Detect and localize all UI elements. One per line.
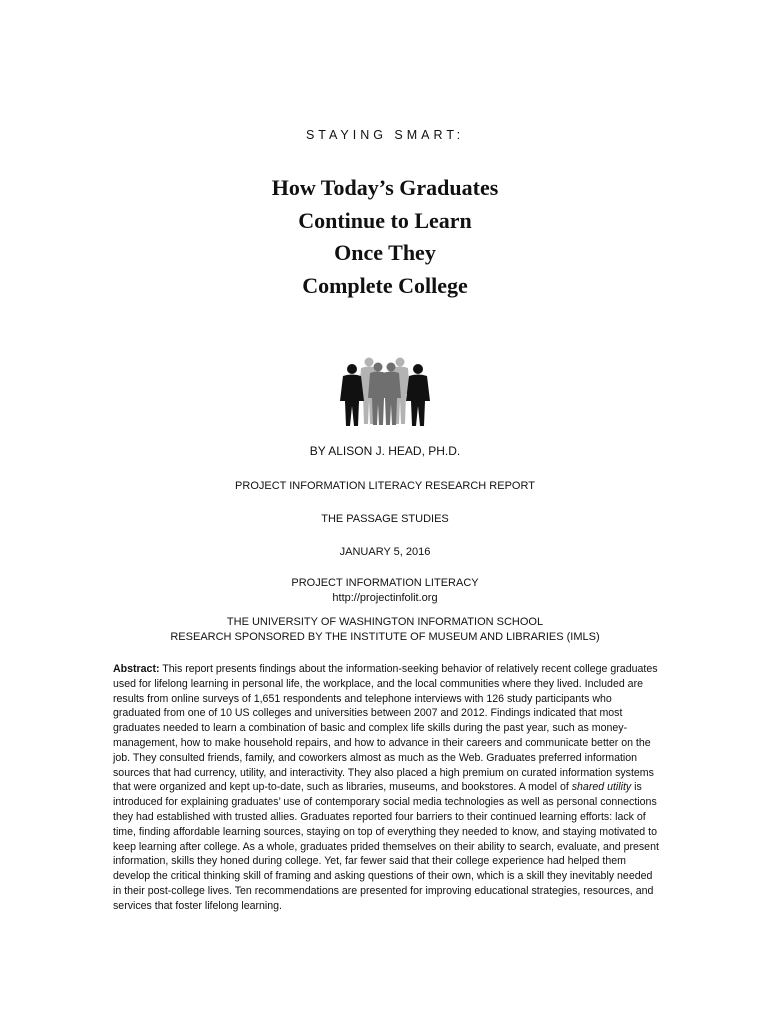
organization-url: http://projectinfolit.org	[332, 592, 438, 604]
abstract-text-part-1: This report presents findings about the information-seeking behavior of relatively recent college graduates used for lifelong learning in personal life, the workplace, and the local communities where they lived. Included are results from online surveys of 1,651 respondents and telephone interviews with 126 study participants who graduated from one of 10 US colleges and universities between 2007 and 2012. Findings indicated that most graduates needed to learn a combination of basic and complex life skills during the past year, such as money-management, how to make household repairs, and how to advance in their careers and communicate better on the job. They consulted friends, family, and coworkers almost as much as the Web. Graduates preferred information sources that had currency, utility, and interactivity. They also placed a high premium on curated information systems that were organized and kept up-to-date, such as libraries, museums, and bookstores. A model of	[113, 663, 658, 794]
author-line: BY ALISON J. HEAD, PH.D.	[309, 444, 461, 458]
abstract-paragraph	[113, 662, 661, 914]
people-group-silhouette-icon	[339, 354, 431, 426]
report-title	[0, 172, 770, 302]
abstract-label: Abstract:	[113, 663, 160, 675]
sponsor-block	[0, 615, 770, 645]
organization-name: PROJECT INFORMATION LITERACY	[291, 577, 479, 589]
organization-block	[0, 576, 770, 606]
title-line-2: Continue to Learn	[298, 207, 472, 233]
report-type: PROJECT INFORMATION LITERACY RESEARCH REPORT	[235, 480, 535, 492]
sponsor-line: RESEARCH SPONSORED BY THE INSTITUTE OF MUSEUM AND LIBRARIES (IMLS)	[170, 631, 600, 643]
series-label: STAYING SMART:	[305, 128, 465, 142]
abstract-text-part-2: is introduced for explaining graduates’ use of contemporary social media technologies as well as personal connections they had established with trusted allies. Graduates reported four barriers to their continued learning efforts: lack of time, finding affordable learning sources, staying on top of everything they needed to know, and staying motivated to keep learning after college. As a whole, graduates prided themselves on their ability to search, evaluate, and present information, skills they honed during college. Yet, far fewer said that their college experience had helped them develop the critical thinking skill of framing and asking questions of their own, which is a skill they inevitably needed in their post-college lives. Ten recommendations are presented for improving educational strategies, resources, and services that foster lifelong learning.	[113, 781, 659, 912]
title-line-4: Complete College	[302, 272, 468, 298]
title-line-1: How Today’s Graduates	[271, 175, 499, 200]
title-line-3: Once They	[334, 240, 436, 265]
publication-date: JANUARY 5, 2016	[339, 546, 431, 558]
abstract-italic-term: shared utility	[571, 781, 632, 794]
study-series: THE PASSAGE STUDIES	[321, 513, 449, 525]
school-name: THE UNIVERSITY OF WASHINGTON INFORMATION SCHOOL	[226, 616, 544, 628]
